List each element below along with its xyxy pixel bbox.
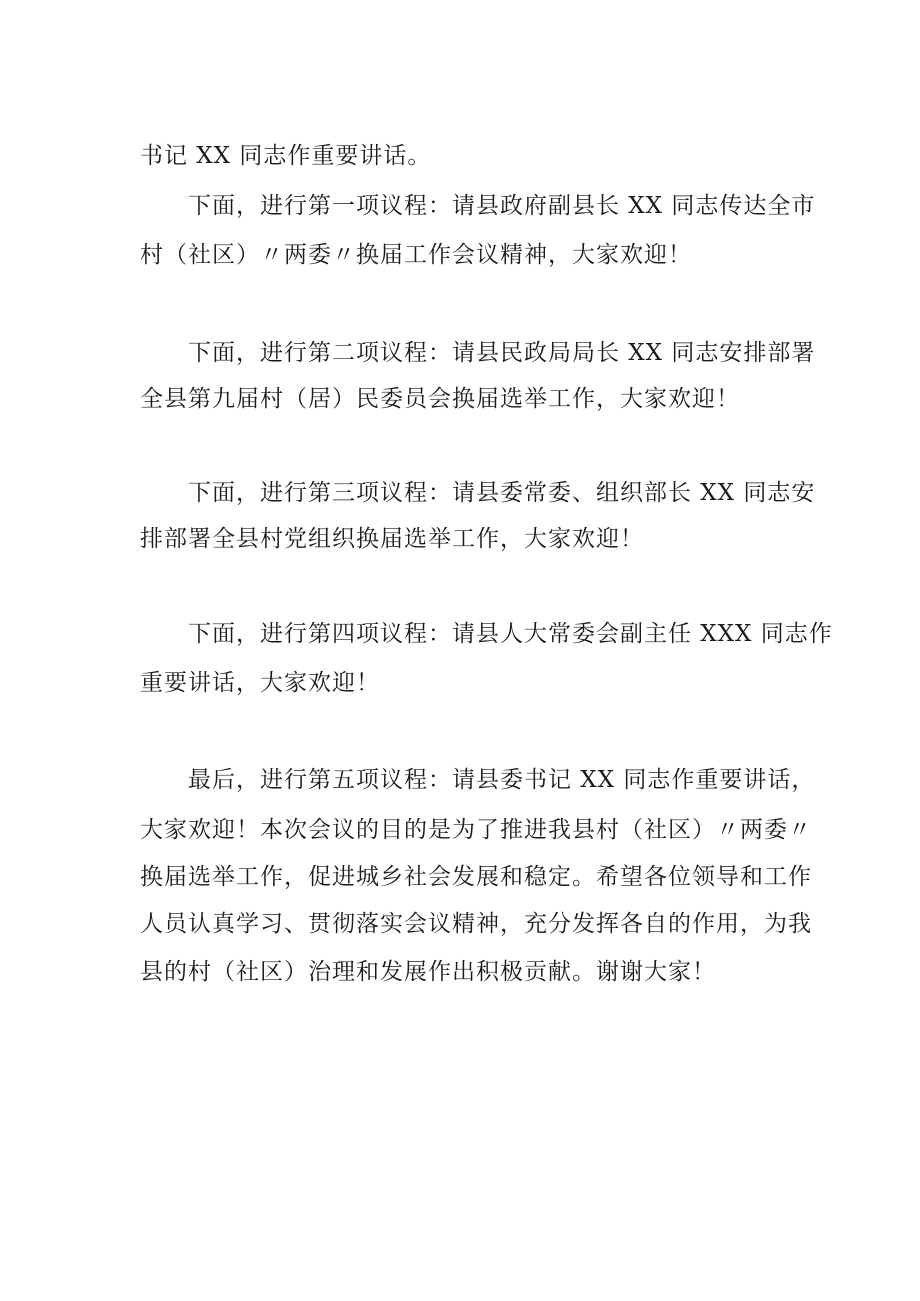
paragraph-2-line-2: 全县第九届村（居）民委员会换届选举工作，大家欢迎！ bbox=[140, 386, 740, 412]
paragraph-4-line-2: 重要讲话，大家欢迎！ bbox=[140, 670, 380, 696]
paragraph-5-line-1: 最后，进行第五项议程：请县委书记 XX 同志作重要讲话， bbox=[188, 767, 816, 793]
paragraph-4-line-1: 下面，进行第四项议程：请县人大常委会副主任 XXX 同志作 bbox=[188, 621, 833, 647]
paragraph-1-line-1: 下面，进行第一项议程：请县政府副县长 XX 同志传达全市 bbox=[188, 193, 816, 219]
paragraph-0-line-1: 书记 XX 同志作重要讲话。 bbox=[140, 143, 432, 169]
paragraph-3-line-2: 排部署全县村党组织换届选举工作，大家欢迎！ bbox=[140, 526, 644, 552]
paragraph-2-line-1: 下面，进行第二项议程：请县民政局局长 XX 同志安排部署 bbox=[188, 340, 816, 366]
paragraph-5-line-4: 人员认真学习、贯彻落实会议精神，充分发挥各自的作用，为我 bbox=[140, 911, 812, 937]
paragraph-5-line-2: 大家欢迎！本次会议的目的是为了推进我县村（社区）〃两委〃 bbox=[140, 817, 812, 843]
paragraph-5-line-5: 县的村（社区）治理和发展作出积极贡献。谢谢大家！ bbox=[140, 959, 716, 985]
paragraph-5-line-3: 换届选举工作，促进城乡社会发展和稳定。希望各位领导和工作 bbox=[140, 864, 812, 890]
paragraph-3-line-1: 下面，进行第三项议程：请县委常委、组织部长 XX 同志安 bbox=[188, 480, 816, 506]
paragraph-1-line-2: 村（社区）〃两委〃换届工作会议精神，大家欢迎！ bbox=[140, 242, 692, 268]
